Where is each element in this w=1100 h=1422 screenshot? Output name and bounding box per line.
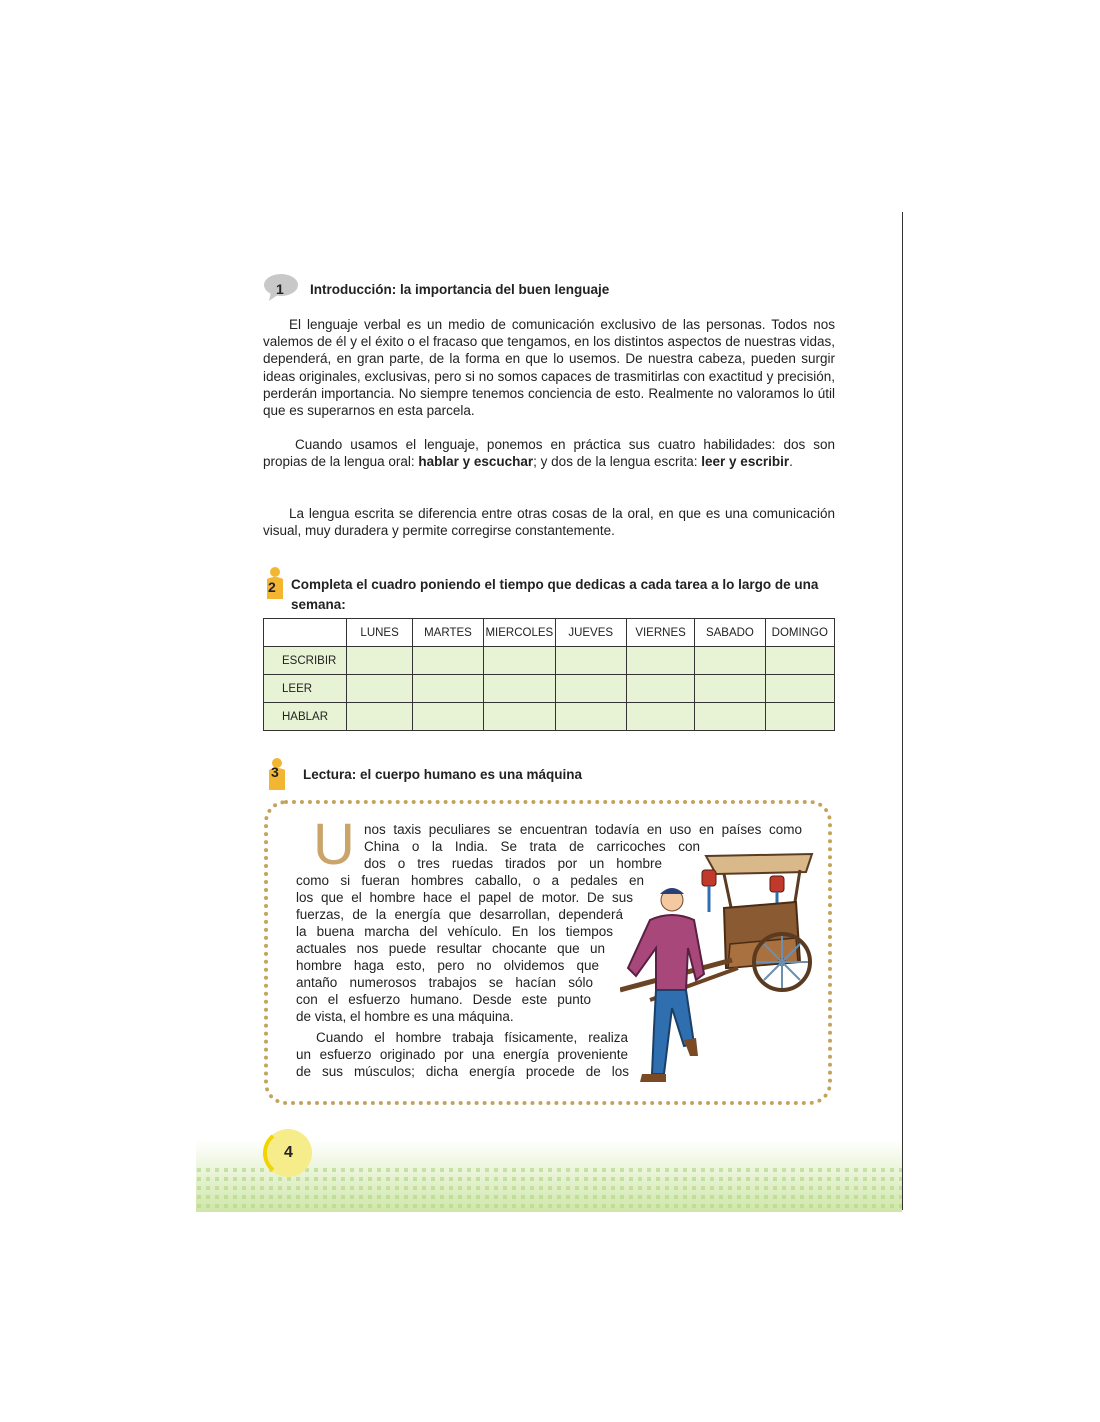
table-cell[interactable]	[626, 703, 694, 731]
reading-line: Cuando el hombre trabaja físicamente, realiza	[316, 1030, 628, 1045]
table-cell[interactable]	[347, 675, 412, 703]
paragraph: La lengua escrita se diferencia entre otras cosas de la oral, en que es una comunicación visual, muy duradera y permite corregirse constantemente.	[263, 506, 835, 539]
section-title: Completa el cuadro poniendo el tiempo que dedicas a cada tarea a lo largo de una semana:	[291, 577, 819, 612]
reading-line: un esfuerzo originado por una energía proveniente	[296, 1047, 628, 1062]
table-cell[interactable]	[765, 647, 834, 675]
section-number: 3	[271, 764, 279, 780]
drop-cap: U	[313, 812, 355, 877]
table-cell[interactable]	[555, 703, 626, 731]
section-title: Lectura: el cuerpo humano es una máquina	[303, 767, 583, 782]
day-header: MIERCOLES	[484, 619, 555, 647]
reading-line: como si fueran hombres caballo, o a pedales en	[296, 873, 644, 888]
table-cell[interactable]	[765, 675, 834, 703]
table-cell[interactable]	[555, 675, 626, 703]
reading-line: hombre haga esto, pero no olvidemos que	[296, 958, 599, 973]
reading-line: con el esfuerzo humano. Desde este punto	[296, 992, 591, 1007]
reading-line: nos taxis peculiares se encuentran todavía en uso en países como	[364, 822, 802, 837]
reading-line: antaño numerosos trabajos se hacían sólo	[296, 975, 593, 990]
table-row	[264, 675, 835, 703]
table-cell[interactable]	[765, 703, 834, 731]
table-cell[interactable]	[555, 647, 626, 675]
day-header: MARTES	[412, 619, 483, 647]
table-cell[interactable]	[626, 675, 694, 703]
day-header: VIERNES	[626, 619, 694, 647]
paragraph: Cuando usamos el lenguaje, ponemos en práctica sus cuatro habilidades: dos son propias de la lengua oral: hablar y escuchar; y dos de la lengua escrita: leer y escribir.	[263, 437, 835, 470]
reading-line: dos o tres ruedas tirados por un hombre	[364, 856, 662, 871]
reading-line: de vista, el hombre es una máquina.	[296, 1009, 514, 1024]
table-cell[interactable]	[484, 647, 555, 675]
paragraph: El lenguaje verbal es un medio de comunicación exclusivo de las personas. Todos nos valemos de él y el éxito o el fracaso que tengamos, en los distintos aspectos de nuestras vidas, dependerá, en gran parte, de la forma en que lo usemos. De nuestra cabeza, pueden surgir ideas originales, exclusivas, pero si no somos capaces de trasmitirlas con exactitud y precisión, perderán importancia. No siempre tenemos conciencia de esto. Realmente no valoramos lo útil que es superarnos en esta parcela.	[263, 317, 835, 419]
table-cell[interactable]	[412, 675, 483, 703]
weekly-time-table	[263, 618, 835, 731]
reading-line: China o la India. Se trata de carricoches con	[364, 839, 700, 854]
table-header-row	[264, 619, 835, 647]
table-cell[interactable]	[695, 675, 765, 703]
table-cell[interactable]	[695, 647, 765, 675]
page-edge-rule	[902, 212, 903, 1210]
day-header: DOMINGO	[765, 619, 834, 647]
reading-line: los que el hombre hace el papel de motor. De sus	[296, 890, 633, 905]
table-cell[interactable]	[484, 675, 555, 703]
page-number: 4	[284, 1144, 293, 1161]
row-label: LEER	[264, 675, 347, 703]
reading-line: fuerzas, de la energía que desarrollan, dependerá	[296, 907, 623, 922]
reading-line: la buena marcha del vehículo. En los tiempos	[296, 924, 613, 939]
table-cell[interactable]	[695, 703, 765, 731]
section-number: 1	[276, 281, 284, 297]
day-header: JUEVES	[555, 619, 626, 647]
row-label: HABLAR	[264, 703, 347, 731]
table-cell[interactable]	[347, 703, 412, 731]
rickshaw-puller-illustration	[620, 848, 816, 1090]
table-row	[264, 703, 835, 731]
table-cell[interactable]	[484, 703, 555, 731]
table-cell[interactable]	[626, 647, 694, 675]
reading-line: actuales nos puede resultar chocante que un	[296, 941, 605, 956]
table-cell[interactable]	[412, 703, 483, 731]
table-cell[interactable]	[412, 647, 483, 675]
table-row	[264, 647, 835, 675]
day-header: LUNES	[347, 619, 412, 647]
table-cell[interactable]	[347, 647, 412, 675]
section-title: Introducción: la importancia del buen lenguaje	[310, 282, 610, 297]
row-label: ESCRIBIR	[264, 647, 347, 675]
reading-line: de sus músculos; dicha energía procede de los	[296, 1064, 629, 1079]
table-corner-cell	[264, 619, 347, 647]
day-header: SABADO	[695, 619, 765, 647]
section-number: 2	[268, 579, 276, 595]
